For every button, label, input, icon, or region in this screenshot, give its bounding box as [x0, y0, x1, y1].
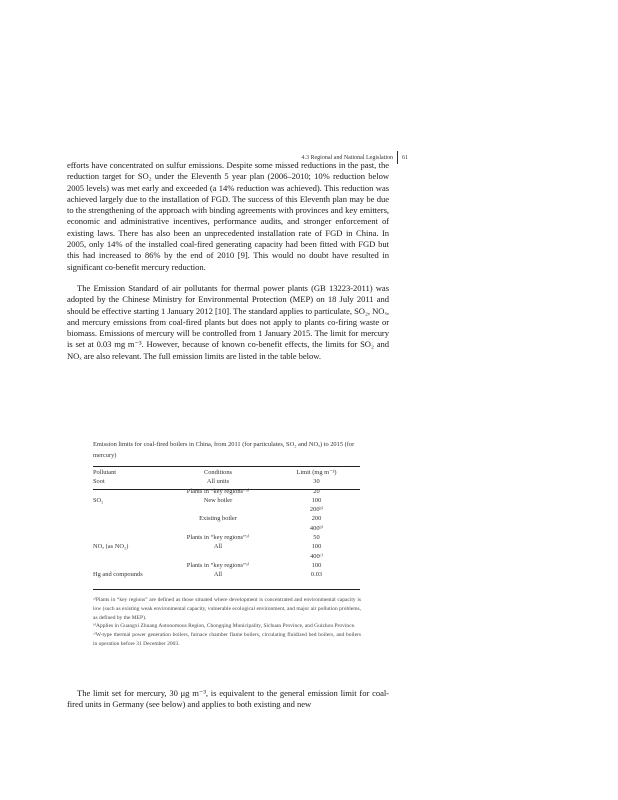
table-header-row	[93, 468, 360, 477]
table-bottom-rule	[93, 589, 360, 590]
table-top-rule	[93, 466, 360, 467]
cell-limit: 50	[313, 534, 320, 542]
cell-pollutant: Soot	[93, 478, 105, 486]
footnote-b: ᵇ⁾Applies in Guangxi Zhuang Autonomous Region, Chongqing Municipality, Sichuan Province, and Guizhou Province.	[93, 623, 356, 630]
cell-pollutant	[93, 487, 163, 496]
cell-condition: Existing boiler	[199, 515, 237, 523]
cell-limit: 200ᵇ⁾	[309, 506, 324, 514]
table-row	[93, 477, 360, 486]
cell-condition: All	[213, 571, 223, 579]
cell-limit: 100	[311, 543, 322, 551]
cell-limit: 100	[311, 561, 322, 569]
cell-limit: 200	[311, 515, 322, 523]
header-limit: Limit (mg m⁻³)	[296, 469, 337, 476]
table-row	[93, 533, 360, 542]
cell-condition	[163, 552, 273, 561]
cell-limit: 20	[313, 487, 320, 495]
cell-condition: Plants in “key regions”ᵃ⁾	[186, 561, 250, 569]
table-row	[93, 542, 360, 551]
table-footnotes	[93, 596, 361, 649]
table-caption: Emission limits for coal-fired boilers in China, from 2011 (for particulates, SO₂ and NOₓ) to 2015 (for mercury)	[93, 441, 355, 459]
footnote-a: ᵃ⁾Plants in “key regions” are defined as those situated where development is concentrated and environmental capacity is low (such as existing weak environmental capacity, vulnerable ecological environment, and major air pollution problems, as defined by the MEP).	[93, 597, 361, 621]
header-conditions: Conditions	[203, 469, 233, 476]
table-row	[93, 505, 360, 514]
table-row	[93, 570, 360, 579]
table-row	[93, 487, 360, 496]
cell-limit: 400ᶜ⁾	[310, 552, 323, 560]
cell-limit: 0.03	[310, 571, 323, 579]
cell-limit: 400ᵇ⁾	[309, 524, 324, 532]
cell-condition: Plants in “key regions”ᵃ⁾	[186, 487, 250, 495]
cell-pollutant: NOₓ (as NO₂)	[93, 543, 129, 551]
cell-condition: Plants in “key regions”ᵃ⁾	[186, 534, 250, 542]
page-number: 61	[402, 154, 408, 161]
cell-pollutant	[93, 561, 163, 570]
cell-condition: All	[213, 543, 223, 551]
cell-pollutant	[93, 514, 163, 523]
cell-pollutant	[93, 533, 163, 542]
cell-condition: New boiler	[203, 496, 233, 504]
cell-limit: 100	[311, 496, 322, 504]
cell-pollutant	[93, 505, 163, 514]
cell-pollutant	[93, 552, 163, 561]
table-row	[93, 496, 360, 505]
cell-limit: 30	[313, 478, 320, 486]
cell-pollutant: Hg and compounds	[93, 571, 143, 579]
cell-condition	[163, 524, 273, 533]
cell-pollutant	[93, 524, 163, 533]
header-pollutant: Pollutant	[93, 469, 117, 476]
table-row	[93, 524, 360, 533]
paragraph-emission-standard: The Emission Standard of air pollutants for thermal power plants (GB 13223-2011) was adopted by the Chinese Ministry for Environmental Protection (MEP) on 18 July 2011 and should be effective starting 1 January 2012 [10]. The standard applies to particulate, SO₂, NOₓ, and mercury emissions from coal-fired plants but does not apply to plants co-firing waste or biomass. Emissions of mercury will be controlled from 1 January 2015. The limit for mercury is set at 0.03 mg m⁻³. However, because of known co-benefit effects, the limits for SO₂ and NOₓ are also relevant. The full emission limits are listed in the table below.	[67, 283, 389, 361]
paragraph-mercury-limit: The limit set for mercury, 30 μg m⁻³, is equivalent to the general emission limit for coal-fired units in Germany (see below) and applies to both existing and new	[67, 688, 389, 710]
header-divider	[397, 151, 398, 164]
footnote-c: ᶜ⁾W-type thermal power generation boilers, furnace chamber flame boilers, circulating fluidized bed boilers, and boilers in operation before 31 December 2003.	[93, 632, 361, 647]
cell-condition	[163, 505, 273, 514]
cell-pollutant: SO₂	[93, 496, 104, 504]
paragraph-sulfur-emissions: efforts have concentrated on sulfur emissions. Despite some missed reductions in the past, the reduction target for SO₂ under the Eleventh 5 year plan (2006–2010; 10% reduction below 2005 levels) was met early and exceeded (a 14% reduction was achieved). This reduction was achieved largely due to the installation of FGD. The success of this Eleventh plan may be due to the strengthening of the approach with binding agreements with provinces and key emitters, economic and administrative incentives, performance audits, and stronger enforcement of existing laws. There has also been an unprecedented installation rate of FGD in China. In 2005, only 14% of the installed coal-fired generating capacity had been fitted with FGD but this had increased to 86% by the end of 2010 [9]. This would no doubt have resulted in significant co-benefit mercury reduction.	[67, 160, 389, 272]
table-row	[93, 514, 360, 523]
table-row	[93, 561, 360, 570]
cell-condition: All units	[206, 478, 230, 486]
section-title: 4.3 Regional and National Legislation	[301, 154, 393, 161]
emission-limits-table	[93, 468, 360, 580]
table-row	[93, 552, 360, 561]
